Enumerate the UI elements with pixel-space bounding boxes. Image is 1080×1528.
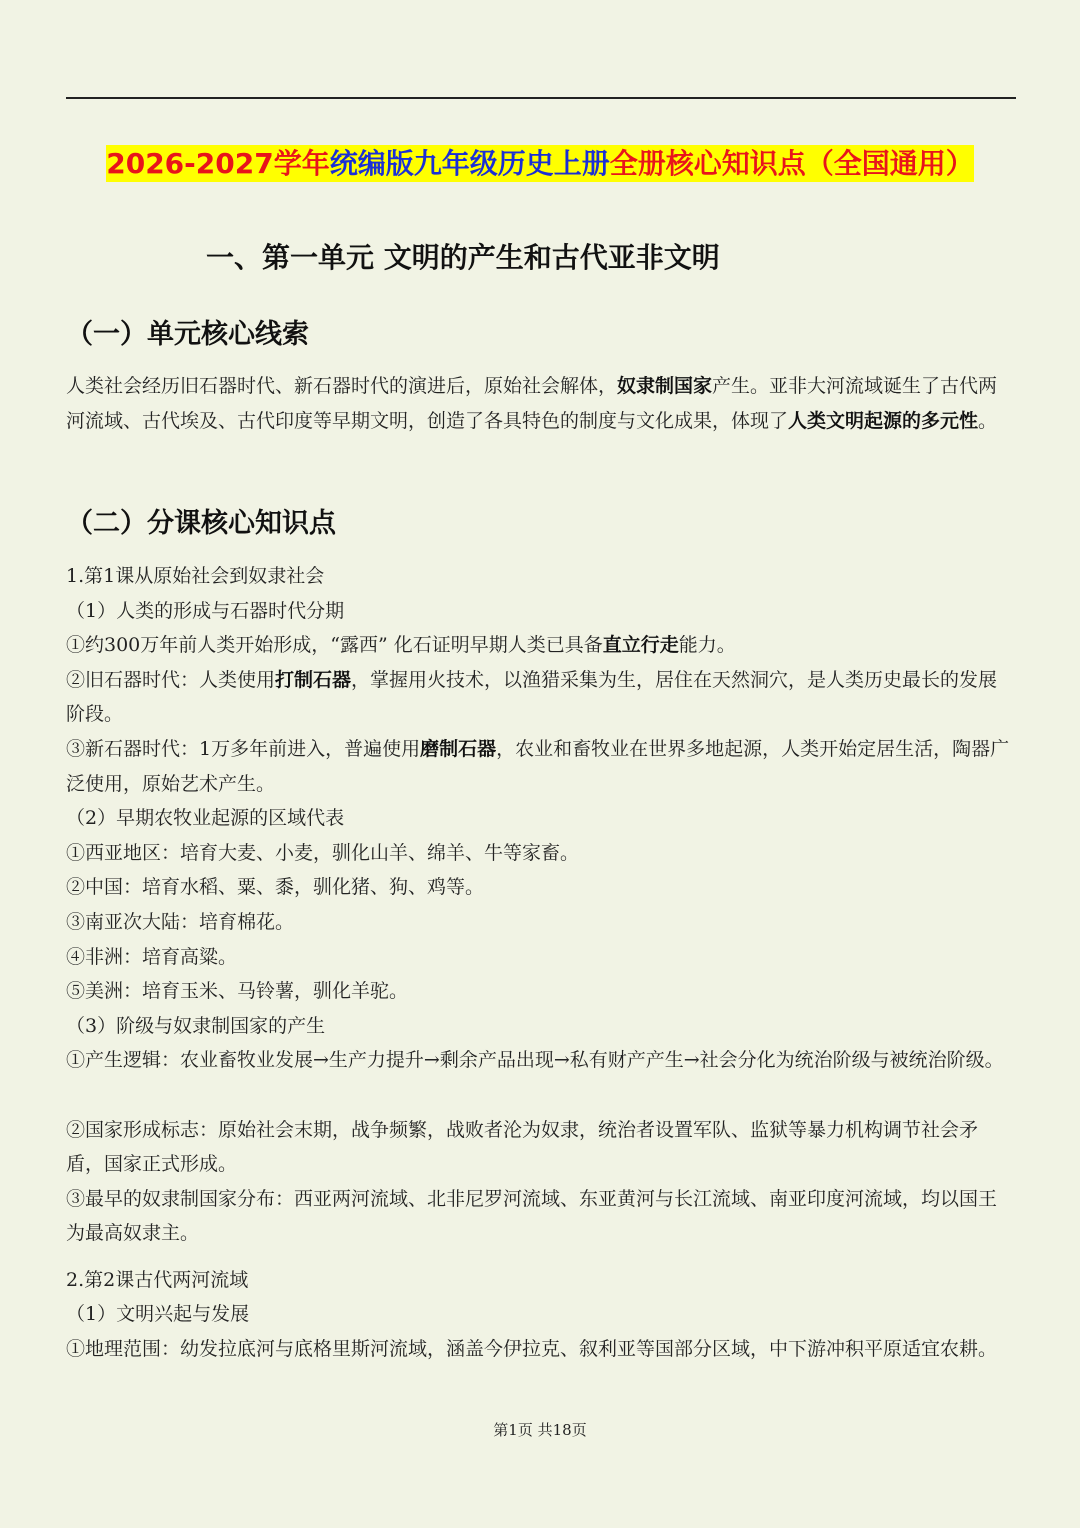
list-item: ①约300万年前人类开始形成，“露西” 化石证明早期人类已具备直立行走能力。 (66, 634, 736, 657)
title-scope: 全册核心知识点（全国通用） (609, 147, 974, 180)
list-item: ②国家形成标志：原始社会末期，战争频繁，战败者沦为奴隶，统治者设置军队、监狱等暴力机构调节社会矛盾，国家正式形成。 (66, 1118, 979, 1176)
list-item: ①地理范围：幼发拉底河与底格里斯河流域，涵盖今伊拉克、叙利亚等国部分区域，中下游冲积平原适宜农耕。 (66, 1338, 998, 1361)
section-heading-clue: （一）单元核心线索 (66, 319, 309, 350)
list-item: ⑤美洲：培育玉米、马铃薯，驯化羊驼。 (66, 980, 409, 1003)
unit-heading: 一、第一单元 文明的产生和古代亚非文明 (206, 241, 720, 274)
header-rule (66, 97, 1016, 99)
list-item: ③新石器时代：1万多年前进入，普遍使用磨制石器，农业和畜牧业在世界多地起源，人类开始定居生活，陶器广泛使用，原始艺术产生。 (66, 737, 1010, 795)
page-number: 第1页 共18页 (493, 1421, 587, 1439)
title-subject: 统编版九年级历史上册 (329, 147, 610, 180)
list-item: ①西亚地区：培育大麦、小麦，驯化山羊、绵羊、牛等家畜。 (66, 841, 580, 864)
list-item: ①产生逻辑：农业畜牧业发展→生产力提升→剩余产品出现→私有财产产生→社会分化为统治阶级与被统治阶级。 (66, 1049, 1004, 1072)
title-year: 2026-2027学年 (106, 147, 330, 180)
section-heading-lessons: （二）分课核心知识点 (66, 508, 336, 539)
subsection-title: （1）人类的形成与石器时代分期 (66, 599, 345, 622)
list-item: ②中国：培育水稻、粟、黍，驯化猪、狗、鸡等。 (66, 876, 485, 899)
list-item: ③南亚次大陆：培育棉花。 (66, 910, 295, 933)
subsection-title: （2）早期农牧业起源的区域代表 (66, 807, 345, 830)
document-title (0, 144, 1080, 184)
lesson-title: 2.第2课古代两河流域 (66, 1268, 249, 1291)
lesson-content (66, 559, 1011, 1401)
list-item: ③最早的奴隶制国家分布：西亚两河流域、北非尼罗河流域、东亚黄河与长江流域、南亚印度河流域，均以国王为最高奴隶主。 (66, 1187, 998, 1245)
section-clue-paragraph: 人类社会经历旧石器时代、新石器时代的演进后，原始社会解体，奴隶制国家产生。亚非大河流域诞生了古代两河流域、古代埃及、古代印度等早期文明，创造了各具特色的制度与文化成果，体现了人类文明起源的多元性。 (66, 375, 998, 433)
lesson-title: 1.第1课从原始社会到奴隶社会 (66, 565, 325, 587)
list-item: ②旧石器时代：人类使用打制石器，掌握用火技术，以渔猎采集为生，居住在天然洞穴，是人类历史最长的发展阶段。 (66, 668, 998, 726)
subsection-title: （3）阶级与奴隶制国家的产生 (66, 1014, 326, 1037)
subsection-title: （1）文明兴起与发展 (66, 1303, 250, 1326)
list-item: ④非洲：培育高粱。 (66, 945, 238, 968)
